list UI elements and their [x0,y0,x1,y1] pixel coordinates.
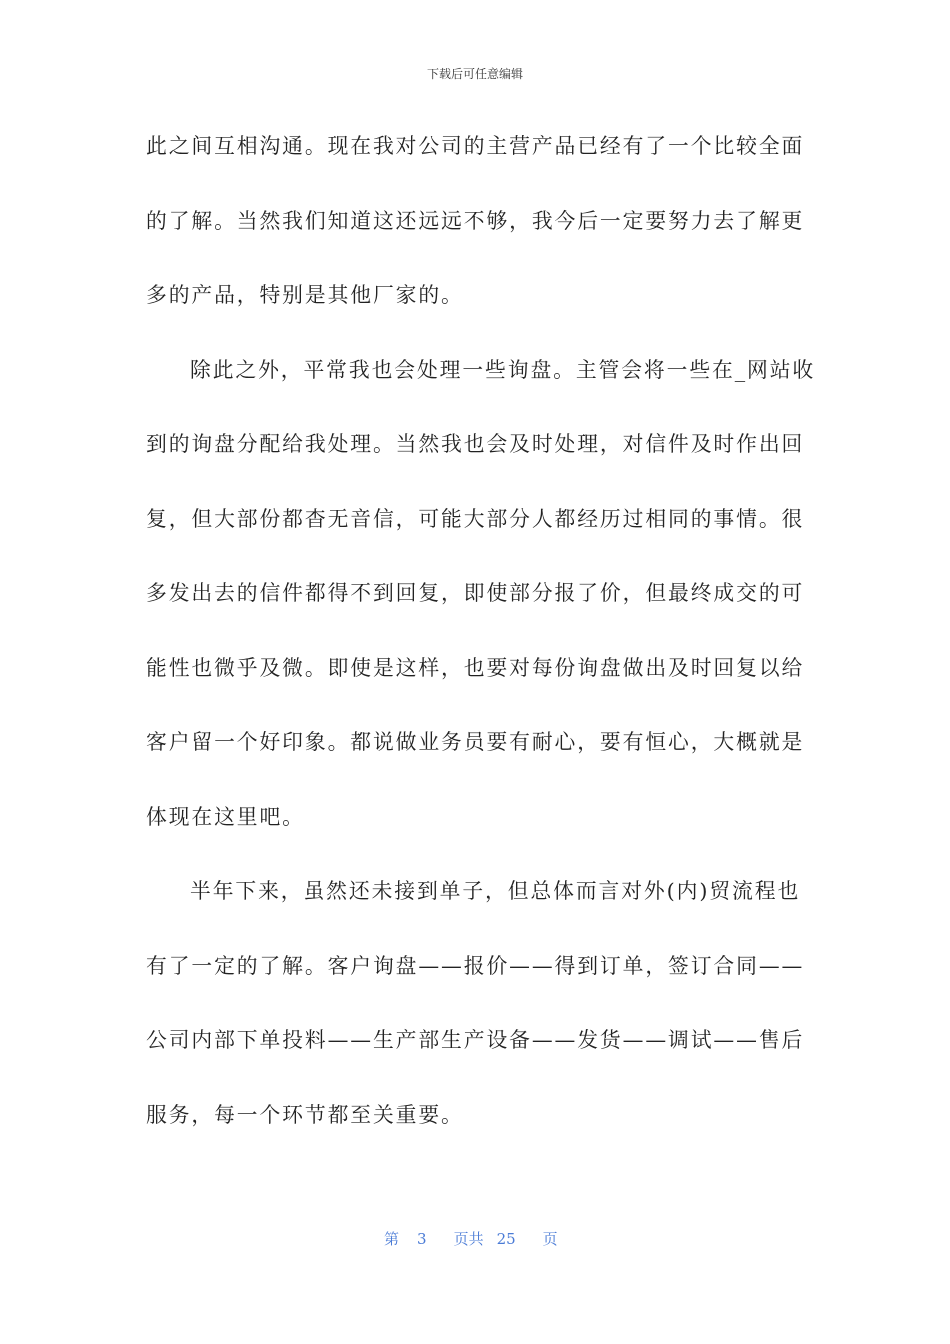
current-page-number: 3 [417,1230,427,1248]
body-line-6: 复，但大部份都杳无音信，可能大部分人都经历过相同的事情。很 [146,506,805,531]
body-line-11: 半年下来，虽然还未接到单子，但总体而言对外(内)贸流程也 [190,879,801,903]
body-line-7: 多发出去的信件都得不到回复，即使部分报了价，但最终成交的可 [146,581,805,605]
body-line-5: 到的询盘分配给我处理。当然我也会及时处理，对信件及时作出回 [146,432,805,456]
body-line-14: 服务，每一个环节都至关重要。 [146,1102,464,1127]
body-line-8: 能性也微乎及微。即使是这样，也要对每份询盘做出及时回复以给 [146,655,805,680]
document-body [146,114,816,1157]
body-line-1: 此之间互相沟通。现在我对公司的主营产品已经有了一个比较全面 [146,134,805,158]
body-line-13: 公司内部下单投料——生产部生产设备——发货——调试——售后 [146,1028,805,1052]
body-line-3: 多的产品，特别是其他厂家的。 [146,283,464,307]
body-line-10: 体现在这里吧。 [146,804,305,829]
body-line-4: 除此之外，平常我也会处理一些询盘。主管会将一些在_网站收 [190,357,816,382]
body-line-9: 客户留一个好印象。都说做业务员要有耐心，要有恒心，大概就是 [146,730,805,754]
page-label-prefix: 第 [384,1230,400,1248]
page-label-suffix: 页 [542,1230,558,1248]
page-footer [384,1229,558,1249]
body-line-12: 有了一定的了解。客户询盘——报价——得到订单，签订合同—— [146,953,805,978]
body-line-2: 的了解。当然我们知道这还远远不够，我今后一定要努力去了解更 [146,208,805,233]
page-header: 下载后可任意编辑 [426,67,523,81]
page-label-mid: 页共 [453,1230,484,1248]
total-pages-number: 25 [496,1230,516,1248]
